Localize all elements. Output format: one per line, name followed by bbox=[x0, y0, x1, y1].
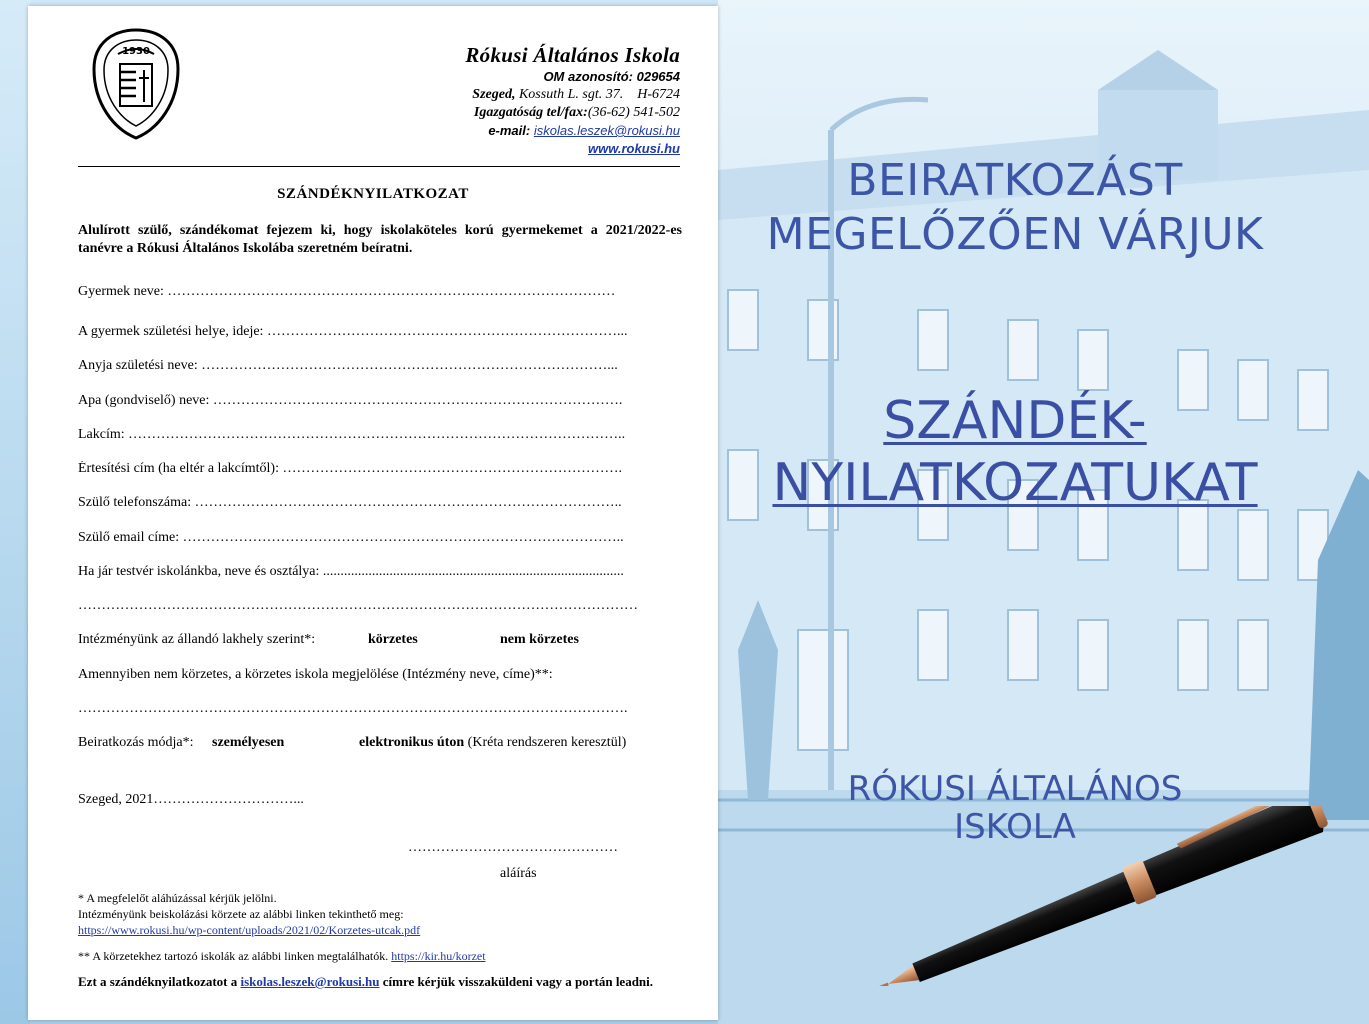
email-link[interactable]: iskolas.leszek@rokusi.hu bbox=[533, 123, 680, 138]
enroll-online-note: (Kréta rendszeren keresztül) bbox=[467, 735, 627, 750]
field-sibling-continued[interactable]: ………………………………………………………………………………………………………… bbox=[78, 598, 638, 613]
headline-enrollment bbox=[720, 154, 1310, 262]
field-child-birth[interactable]: A gyermek születési helye, ideje: …………………………………………………………………... bbox=[78, 324, 628, 339]
school-letterhead bbox=[465, 43, 680, 158]
non-district-label: Amennyiben nem körzetes, a körzetes iskola megjelölése (Intézmény neve, címe)**: bbox=[78, 667, 553, 682]
headline-line-3a: RÓKUSI ÁLTALÁNOS bbox=[847, 769, 1183, 809]
om-value: 029654 bbox=[636, 69, 680, 84]
closing-text-b: címre kérjük visszaküldeni vagy a portán leadni. bbox=[382, 974, 654, 989]
field-sibling[interactable]: Ha jár testvér iskolánkba, neve és osztálya: ...................................................................................... bbox=[78, 564, 624, 579]
footnote-1-text: * A megfelelőt aláhúzással kérjük jelölni. bbox=[78, 891, 277, 905]
headline-line-1a: BEIRATKOZÁST bbox=[847, 155, 1183, 206]
closing-email-link[interactable]: iskolas.leszek@rokusi.hu bbox=[240, 974, 380, 989]
headline-line-2b: NYILATKOZATUKAT bbox=[772, 453, 1258, 513]
phone-value: (36-62) 541-502 bbox=[587, 105, 680, 120]
footnote-2-text: ** A körzetekhez tartozó iskolák az alábbi linken megtalálhatók. bbox=[78, 949, 389, 963]
headline-line-2a: SZÁNDÉK- bbox=[883, 391, 1147, 451]
address: Kossuth L. sgt. 37. bbox=[518, 87, 624, 102]
field-mother-name[interactable]: Anyja születési neve: ……………………………………………………………………………... bbox=[78, 358, 618, 373]
field-notification-address[interactable]: Értesítési cím (ha eltér a lakcímtől): ………………………………………………………………. bbox=[78, 461, 622, 476]
city: Szeged, bbox=[472, 87, 516, 102]
field-parent-email[interactable]: Szülő email címe: ………………………………………………………………………………….. bbox=[78, 530, 624, 545]
headline-line-1b: MEGELŐZŐEN VÁRJUK bbox=[766, 209, 1264, 260]
website-link[interactable]: www.rokusi.hu bbox=[588, 141, 680, 156]
headline-declaration bbox=[720, 390, 1310, 514]
kir-district-link[interactable]: https://kir.hu/korzet bbox=[391, 949, 486, 963]
place-date[interactable]: Szeged, 2021…………………………... bbox=[78, 792, 304, 807]
phone-label: Igazgatóság tel/fax: bbox=[473, 105, 588, 120]
school-crest-icon bbox=[88, 24, 184, 144]
intro-paragraph: Alulírott szülő, szándékomat fejezem ki, hogy iskolaköteles korú gyermekemet a 2021/2022-es tanévre a Rókusi Általános Iskolába szeretném beíratni. bbox=[78, 223, 682, 256]
enroll-option-in-person[interactable]: személyesen bbox=[212, 735, 285, 750]
background-left bbox=[0, 0, 30, 1024]
header-divider bbox=[78, 166, 680, 167]
non-district-line[interactable]: ………………………………………………………………………………………………………. bbox=[78, 701, 628, 716]
field-address[interactable]: Lakcím: …………………………………………………………………………………………….. bbox=[78, 427, 626, 442]
headline-line-3b: ISKOLA bbox=[954, 807, 1076, 847]
enroll-option-online[interactable]: elektronikus úton bbox=[359, 735, 465, 750]
intent-declaration-form bbox=[28, 6, 718, 1020]
enrollment-label: Beiratkozás módja*: bbox=[78, 735, 194, 750]
closing-text-a: Ezt a szándéknyilatkozatot a bbox=[78, 974, 238, 989]
field-father-name[interactable]: Apa (gondviselő) neve: ……………………………………………………………………………. bbox=[78, 393, 623, 408]
footnote-2 bbox=[78, 948, 682, 964]
pen-icon bbox=[830, 806, 1350, 986]
enrollment-row bbox=[78, 735, 682, 751]
district-option-yes[interactable]: körzetes bbox=[368, 632, 418, 647]
district-option-no[interactable]: nem körzetes bbox=[500, 632, 579, 647]
footnote-1b-text: Intézményünk beiskolázási körzete az alábbi linken tekinthető meg: bbox=[78, 907, 404, 921]
district-label: Intézményünk az állandó lakhely szerint*: bbox=[78, 632, 316, 647]
closing-note bbox=[78, 974, 682, 990]
crest-year: 1930 bbox=[122, 46, 150, 57]
document-title: SZÁNDÉKNYILATKOZAT bbox=[277, 186, 469, 202]
email-label: e-mail: bbox=[488, 123, 531, 138]
postcode: H-6724 bbox=[637, 87, 680, 102]
field-parent-phone[interactable]: Szülő telefonszáma: ……………………………………………………………………………….. bbox=[78, 495, 622, 510]
signature-line[interactable]: ……………………………………… bbox=[408, 840, 618, 855]
field-child-name[interactable]: Gyermek neve: …………………………………………………………………………………… bbox=[78, 284, 616, 299]
school-name: Rókusi Általános Iskola bbox=[465, 43, 680, 67]
om-label: OM azonosító: bbox=[543, 69, 633, 84]
district-row bbox=[78, 632, 682, 648]
signature-label: aláírás bbox=[500, 866, 537, 881]
footnote-1 bbox=[78, 890, 682, 938]
district-streets-link[interactable]: https://www.rokusi.hu/wp-content/uploads/2021/02/Korzetes-utcak.pdf bbox=[78, 923, 421, 937]
